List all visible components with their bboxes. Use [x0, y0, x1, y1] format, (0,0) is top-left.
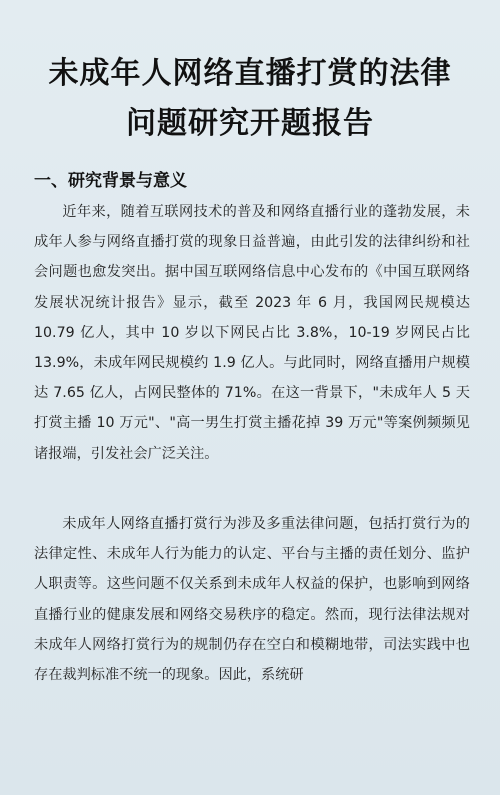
- document-title-line-1: 未成年人网络直播打赏的法律: [48, 56, 452, 91]
- body-paragraph-2: 未成年人网络直播打赏行为涉及多重法律问题，包括打赏行为的法律定性、未成年人行为能力的认定、平台与主播的责任划分、监护人职责等。这些问题不仅关系到未成年人权益的保护，也影响到网络直播行业的健康发展和网络交易秩序的稳定。然而，现行法律法规对未成年人网络打赏行为的规制仍存在空白和模糊地带，司法实践中也存在裁判标准不统一的现象。因此，系统研: [34, 516, 470, 684]
- document-title-line-2: 问题研究开题报告: [126, 106, 374, 141]
- body-paragraph-1: 近年来，随着互联网技术的普及和网络直播行业的蓬勃发展，未成年人参与网络直播打赏的现象日益普遍，由此引发的法律纠纷和社会问题也愈发突出。据中国互联网络信息中心发布的《中国互联网络发展状况统计报告》显示，截至 2023 年 6 月，我国网民规模达 10.79 亿人，其中 10 岁以下网民占比 3.8%，10-19 岁网民占比 13.9%，未成年网民规模约 1.9 亿人。与此同时，网络直播用户规模达 7.65 亿人，占网民整体的 71%。在这一背景下，"未成年人 5 天打赏主播 10 万元"、"高一男生打赏主播花掉 39 万元"等案例频频见诸报端，引发社会广泛关注。: [34, 204, 470, 462]
- section-heading: 一、研究背景与意义: [34, 171, 187, 191]
